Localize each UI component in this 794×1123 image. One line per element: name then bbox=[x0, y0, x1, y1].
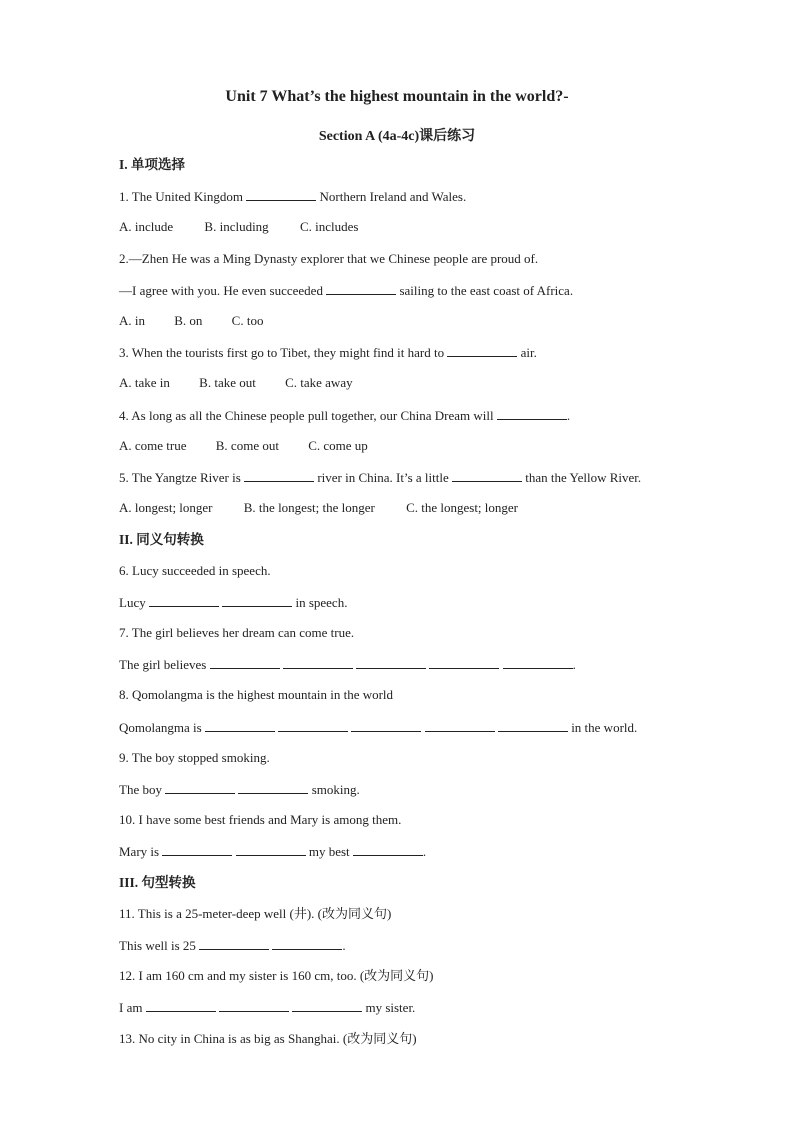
question-12: I am my sister. bbox=[119, 1000, 416, 1015]
question-3: 3. When the tourists first go to Tibet, they might find it hard to air. bbox=[119, 345, 537, 360]
option-c[interactable]: C. includes bbox=[299, 219, 359, 234]
section-heading-2: II. 同义句转换 bbox=[119, 532, 204, 547]
question-13-stem: 13. No city in China is as big as Shanghai. (改为同义句) bbox=[119, 1031, 417, 1046]
option-b[interactable]: B. come out bbox=[215, 438, 279, 453]
option-a[interactable]: A. longest; longer bbox=[119, 500, 213, 515]
question-2-options bbox=[119, 313, 263, 329]
answer-blank[interactable] bbox=[452, 469, 522, 482]
question-12-stem: 12. I am 160 cm and my sister is 160 cm, too. (改为同义句) bbox=[119, 968, 434, 983]
answer-blank[interactable] bbox=[222, 594, 292, 607]
option-c[interactable]: C. the longest; longer bbox=[406, 500, 519, 515]
answer-blank[interactable] bbox=[283, 656, 353, 669]
question-1: 1. The United Kingdom Northern Ireland and Wales. bbox=[119, 189, 467, 204]
question-3-options bbox=[119, 375, 353, 391]
page-subtitle: Section A (4a-4c)课后练习 bbox=[318, 129, 476, 144]
section-heading-1: I. 单项选择 bbox=[119, 157, 186, 172]
answer-blank[interactable] bbox=[447, 344, 517, 357]
question-6-stem: 6. Lucy succeeded in speech. bbox=[119, 563, 271, 578]
question-9: The boy smoking. bbox=[119, 782, 360, 797]
question-1-options bbox=[119, 219, 358, 235]
answer-blank[interactable] bbox=[246, 188, 316, 201]
answer-blank[interactable] bbox=[162, 843, 232, 856]
option-c[interactable]: C. come up bbox=[308, 438, 368, 453]
question-2: —I agree with you. He even succeeded sailing to the east coast of Africa. bbox=[119, 283, 574, 298]
answer-blank[interactable] bbox=[272, 937, 342, 950]
option-b[interactable]: B. on bbox=[174, 313, 203, 328]
option-b[interactable]: B. including bbox=[204, 219, 269, 234]
option-b[interactable]: B. take out bbox=[199, 375, 256, 390]
question-11: This well is 25 . bbox=[119, 938, 346, 953]
answer-blank[interactable] bbox=[205, 719, 275, 732]
answer-blank[interactable] bbox=[356, 656, 426, 669]
answer-blank[interactable] bbox=[497, 407, 567, 420]
question-7-stem: 7. The girl believes her dream can come true. bbox=[119, 625, 355, 640]
question-4-options bbox=[119, 438, 368, 454]
answer-blank[interactable] bbox=[326, 282, 396, 295]
question-6: Lucy in speech. bbox=[119, 595, 348, 610]
page-title: Unit 7 What’s the highest mountain in the world?- bbox=[225, 88, 569, 105]
question-10: Mary is my best . bbox=[119, 844, 427, 859]
option-c[interactable]: C. take away bbox=[285, 375, 353, 390]
answer-blank[interactable] bbox=[429, 656, 499, 669]
option-a[interactable]: A. come true bbox=[119, 438, 187, 453]
question-8: Qomolangma is in the world. bbox=[119, 720, 638, 735]
answer-blank[interactable] bbox=[278, 719, 348, 732]
answer-blank[interactable] bbox=[425, 719, 495, 732]
question-11-stem: 11. This is a 25-meter-deep well (井). (改为同义句) bbox=[119, 906, 392, 921]
question-10-stem: 10. I have some best friends and Mary is among them. bbox=[119, 812, 402, 827]
option-a[interactable]: A. include bbox=[119, 219, 174, 234]
answer-blank[interactable] bbox=[146, 999, 216, 1012]
option-c[interactable]: C. too bbox=[231, 313, 264, 328]
question-4: 4. As long as all the Chinese people pull together, our China Dream will . bbox=[119, 408, 571, 423]
option-b[interactable]: B. the longest; the longer bbox=[243, 500, 375, 515]
answer-blank[interactable] bbox=[210, 656, 280, 669]
option-a[interactable]: A. in bbox=[119, 313, 145, 328]
question-8-stem: 8. Qomolangma is the highest mountain in the world bbox=[119, 687, 394, 702]
answer-blank[interactable] bbox=[236, 843, 306, 856]
answer-blank[interactable] bbox=[498, 719, 568, 732]
answer-blank[interactable] bbox=[292, 999, 362, 1012]
answer-blank[interactable] bbox=[219, 999, 289, 1012]
answer-blank[interactable] bbox=[199, 937, 269, 950]
answer-blank[interactable] bbox=[149, 594, 219, 607]
question-9-stem: 9. The boy stopped smoking. bbox=[119, 750, 270, 765]
answer-blank[interactable] bbox=[165, 781, 235, 794]
answer-blank[interactable] bbox=[244, 469, 314, 482]
option-a[interactable]: A. take in bbox=[119, 375, 170, 390]
answer-blank[interactable] bbox=[503, 656, 573, 669]
question-2-stem: 2.—Zhen He was a Ming Dynasty explorer that we Chinese people are proud of. bbox=[119, 251, 539, 266]
question-7: The girl believes . bbox=[119, 657, 576, 672]
answer-blank[interactable] bbox=[238, 781, 308, 794]
question-5-options bbox=[119, 500, 518, 516]
section-heading-3: III. 句型转换 bbox=[119, 875, 196, 890]
answer-blank[interactable] bbox=[353, 843, 423, 856]
question-5: 5. The Yangtze River is river in China. It’s a little than the Yellow River. bbox=[119, 470, 642, 485]
answer-blank[interactable] bbox=[351, 719, 421, 732]
